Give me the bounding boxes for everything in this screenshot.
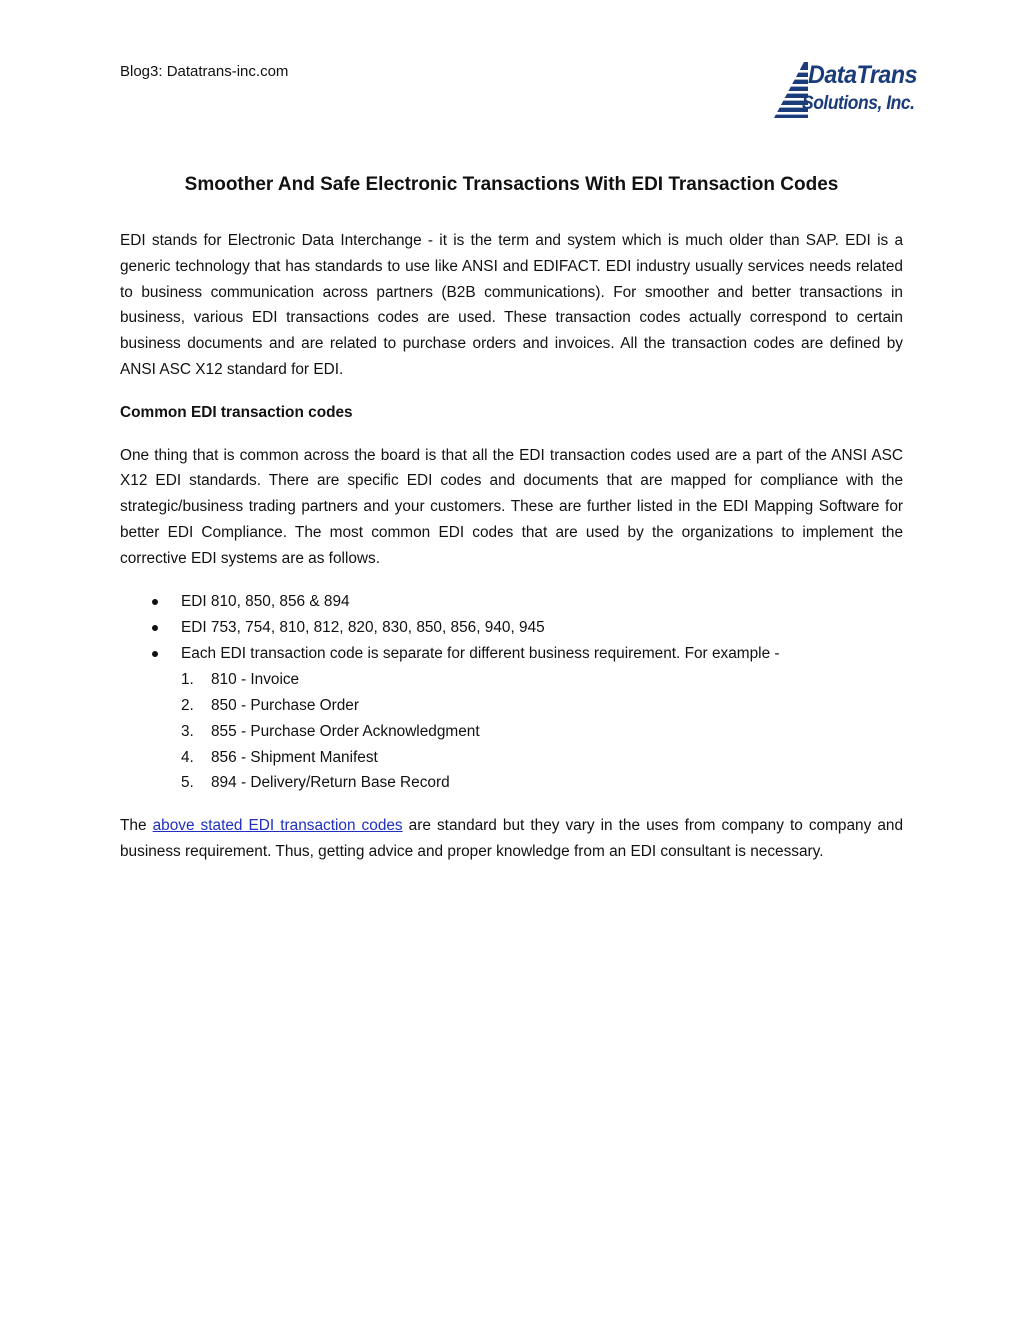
- example-number: 3.: [181, 722, 194, 740]
- example-text: 855 - Purchase Order Acknowledgment: [211, 722, 480, 740]
- intro-paragraph: EDI stands for Electronic Data Interchange - it is the term and system which is much older than SAP. EDI is a generic technology that has standards to use like ANSI and EDIFACT. EDI industry usually services needs related to business communication across partners (B2B communications). For smoother and better transactions in business, various EDI transactions codes are used. These transaction codes actually correspond to certain business documents and are related to purchase orders and invoices. All the transaction codes are defined by ANSI ASC X12 standard for EDI.: [120, 232, 903, 378]
- example-item: [120, 719, 903, 745]
- bullet-icon: [152, 599, 158, 605]
- bullet-text: EDI 810, 850, 856 & 894: [181, 592, 350, 610]
- bullet-list: [120, 589, 903, 668]
- example-item: [120, 667, 903, 693]
- closing-text-after: are standard but they vary in the uses from company to company and business requirement. Thus, getting advice and proper knowledge from an EDI consultant is necessary.: [120, 817, 904, 860]
- edi-codes-link[interactable]: above stated EDI transaction codes: [152, 817, 403, 835]
- example-text: 894 - Delivery/Return Base Record: [211, 774, 450, 792]
- closing-paragraph: [120, 813, 903, 865]
- logo-line-1: DataTrans: [808, 61, 918, 89]
- bullet-item: [120, 589, 903, 615]
- article: [120, 170, 903, 882]
- example-number: 5.: [181, 774, 194, 792]
- example-number: 4.: [181, 748, 194, 766]
- example-number: 1.: [181, 671, 194, 689]
- example-text: 810 - Invoice: [211, 671, 300, 689]
- example-text: 850 - Purchase Order: [211, 696, 359, 714]
- example-item: [120, 693, 903, 719]
- closing-text-before: The: [120, 817, 153, 835]
- article-title: Smoother And Safe Electronic Transactions With EDI Transaction Codes: [184, 174, 839, 195]
- example-codes-list: [120, 667, 903, 796]
- example-number: 2.: [181, 696, 194, 714]
- section-heading: Common EDI transaction codes: [120, 403, 353, 421]
- bullet-text: EDI 753, 754, 810, 812, 820, 830, 850, 856, 940, 945: [181, 618, 545, 636]
- bullet-item: [120, 615, 903, 641]
- logo-line-2: Solutions, Inc.: [802, 93, 915, 114]
- bullet-text: Each EDI transaction code is separate for different business requirement. For example -: [181, 644, 780, 662]
- example-text: 856 - Shipment Manifest: [211, 748, 378, 766]
- example-item: [120, 770, 903, 796]
- company-logo: [770, 60, 932, 124]
- bullet-icon: [152, 651, 158, 657]
- bullet-icon: [152, 625, 158, 631]
- bullet-item: [120, 641, 903, 667]
- header-text: Blog3: Datatrans-inc.com: [120, 63, 289, 80]
- example-item: [120, 745, 903, 771]
- section-paragraph: One thing that is common across the board is that all the EDI transaction codes used are a part of the ANSI ASC X12 EDI standards. There are specific EDI codes and documents that are mapped for compliance with the strategic/business trading partners and your customers. These are further listed in the EDI Mapping Software for better EDI Compliance. The most common EDI codes that are used by the organizations to implement the corrective EDI systems are as follows.: [120, 446, 903, 567]
